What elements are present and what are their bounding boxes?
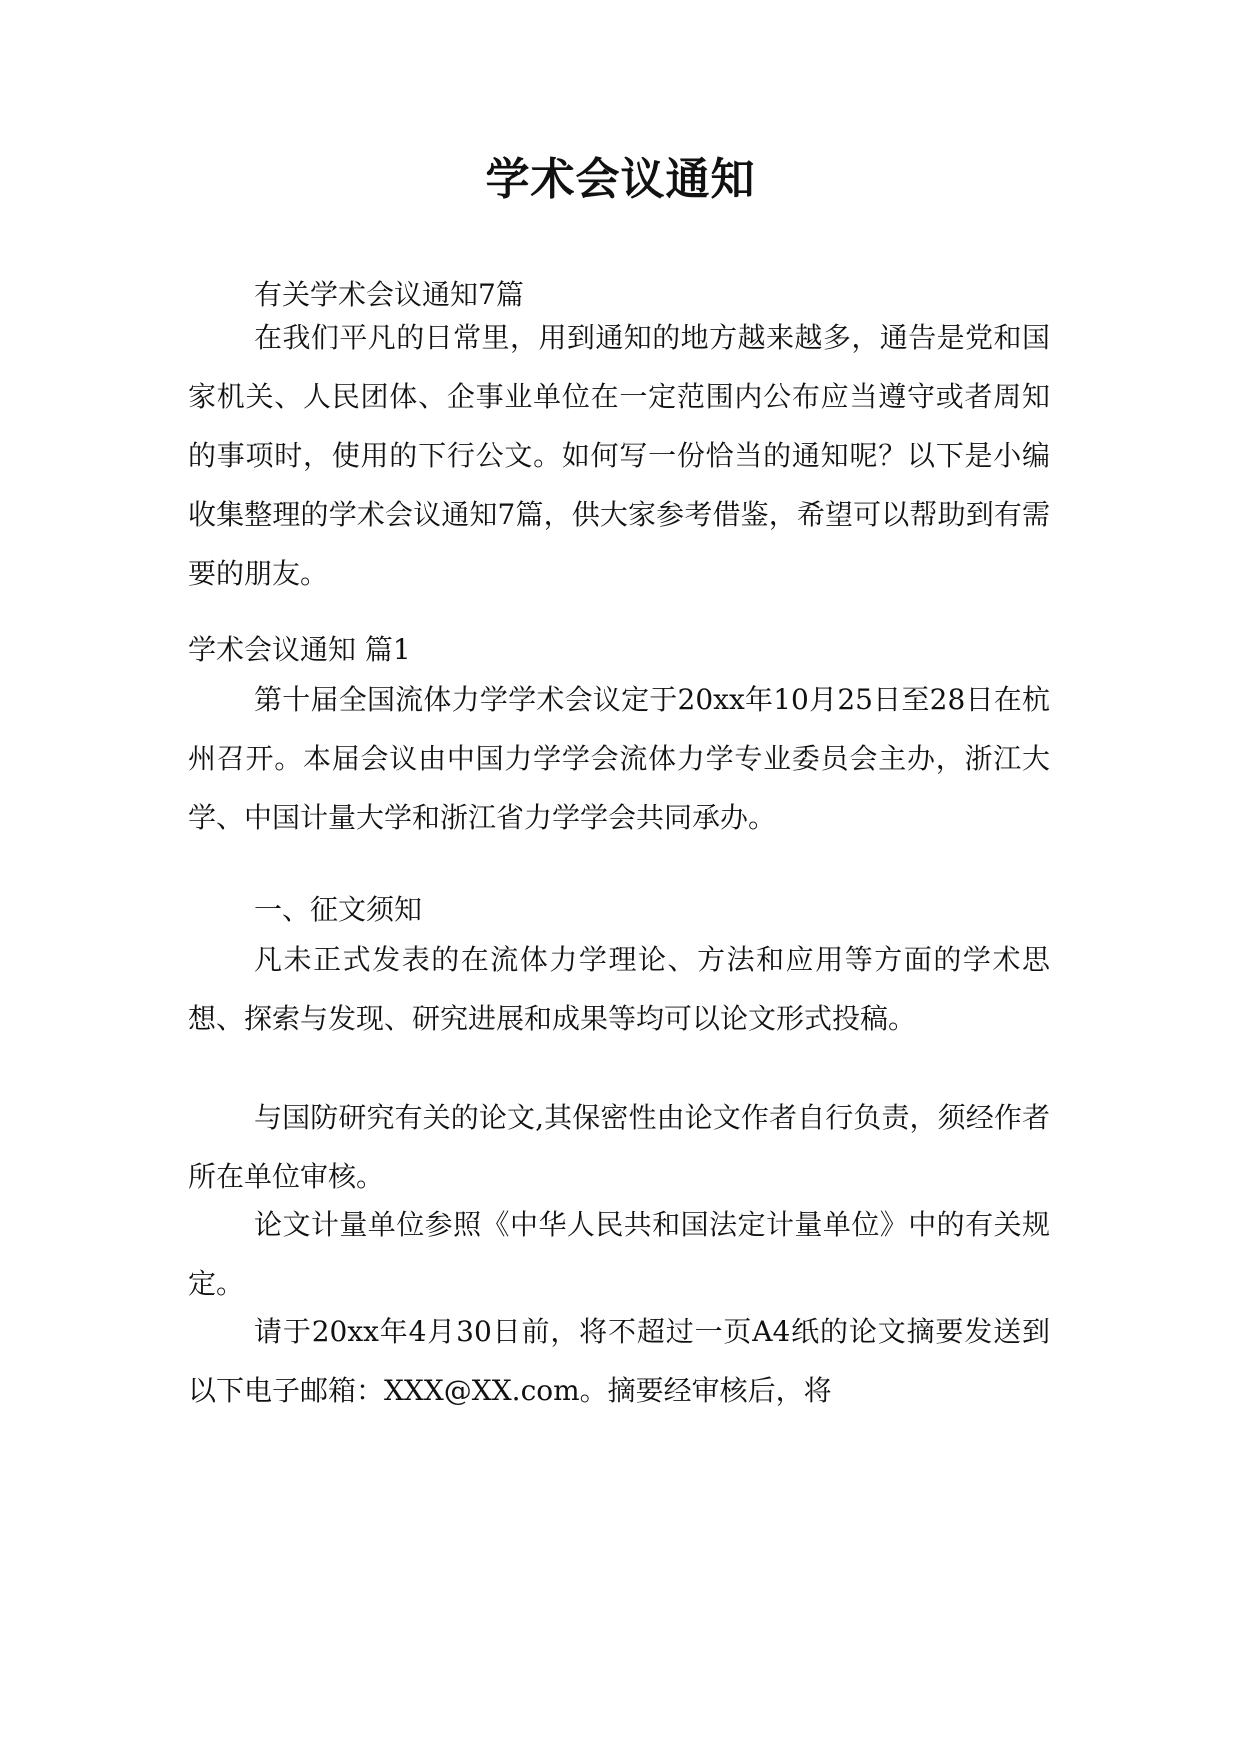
section-heading: 学术会议通知 篇1	[188, 633, 411, 666]
document-title: 学术会议通知	[485, 154, 756, 205]
intro-paragraph: 在我们平凡的日常里，用到通知的地方越来越多，通告是党和国家机关、人民团体、企事业单位在一定范围内公布应当遵守或者周知的事项时，使用的下行公文。如何写一份恰当的通知呢？以下是小编收集整理的学术会议通知7篇，供大家参考借鉴，希望可以帮助到有需要的朋友。	[188, 321, 1050, 590]
body-paragraph: 论文计量单位参照《中华人民共和国法定计量单位》中的有关规定。	[188, 1208, 1050, 1300]
subtitle: 有关学术会议通知7篇	[254, 278, 524, 311]
body-paragraph: 第十届全国流体力学学术会议定于20xx年10月25日至28日在杭州召开。本届会议由中国力学学会流体力学专业委员会主办，浙江大学、中国计量大学和浙江省力学学会共同承办。	[188, 683, 1050, 834]
body-paragraph: 与国防研究有关的论文,其保密性由论文作者自行负责，须经作者所在单位审核。	[188, 1101, 1050, 1193]
subsection-heading: 一、征文须知	[254, 893, 423, 926]
body-paragraph: 凡未正式发表的在流体力学理论、方法和应用等方面的学术思想、探索与发现、研究进展和成果等均可以论文形式投稿。	[188, 943, 1050, 1035]
body-paragraph: 请于20xx年4月30日前，将不超过一页A4纸的论文摘要发送到以下电子邮箱：XXX@XX.com。摘要经审核后，将	[188, 1315, 1050, 1407]
